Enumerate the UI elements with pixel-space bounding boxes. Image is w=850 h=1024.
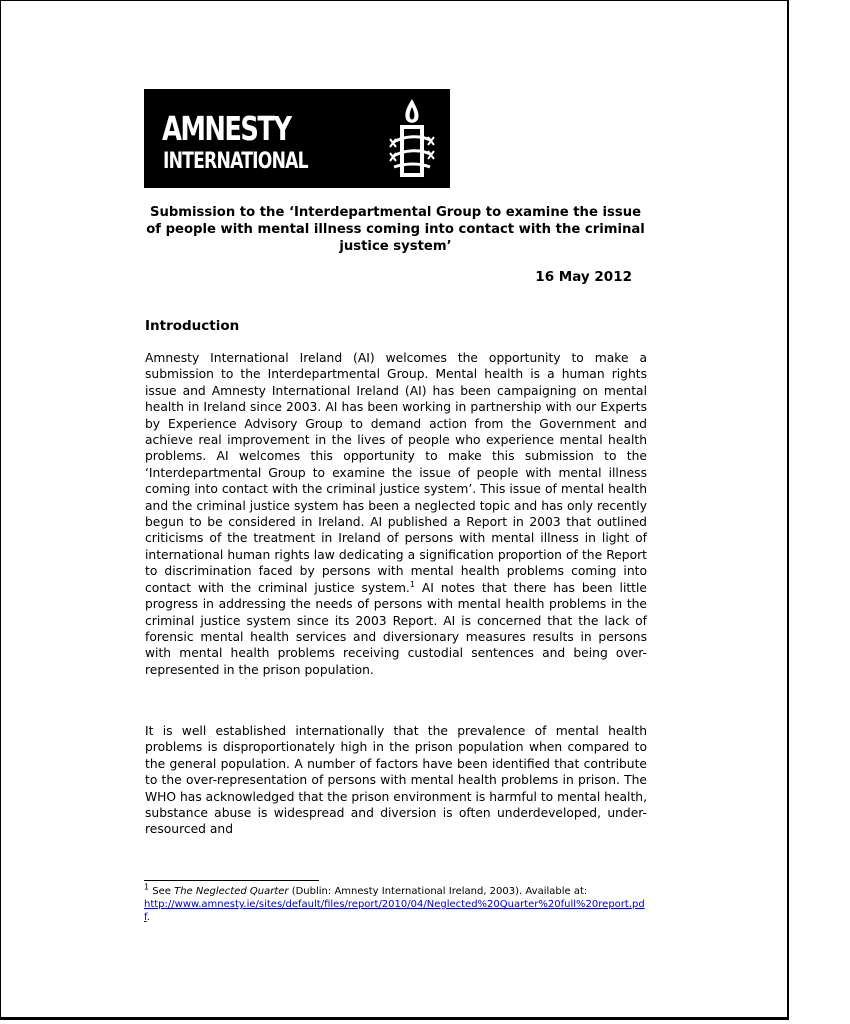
footnote-link[interactable]: http://www.amnesty.ie/sites/default/files/report/2010/04/Neglected%20Quarter%20full%20report.pdf: [144, 899, 645, 924]
footnote-end: .: [146, 912, 150, 924]
amnesty-logo: [144, 89, 450, 188]
logo-text-amnesty: AMNESTY: [162, 109, 291, 148]
footnote-reference[interactable]: 1: [409, 579, 415, 589]
document-date: 16 May 2012: [535, 269, 632, 285]
document-title: Submission to the ‘Interdepartmental Group to examine the issue of people with mental illness coming into contact with the criminal justice system’: [146, 205, 645, 254]
footnote-citation: (Dublin: Amnesty International Ireland, 2003). Available at:: [288, 886, 588, 897]
candle-barbed-wire-icon: [382, 97, 442, 181]
footnote-divider: [144, 880, 319, 881]
paragraph-1-text-continued: AI notes that there has been little progress in addressing the needs of persons with mental health problems in the criminal justice system since its 2003 Report. AI is concerned that the lack of forensic mental health services and diversionary measures results in persons with mental health problems receiving custodial sentences and being over-represented in the prison population.: [145, 580, 647, 677]
footnote: [144, 882, 649, 925]
footnote-book-title: The Neglected Quarter: [174, 886, 289, 897]
paragraph-1: [145, 350, 647, 678]
paragraph-1-text: Amnesty International Ireland (AI) welcomes the opportunity to make a submission to the Interdepartmental Group. Mental health is a human rights issue and Amnesty International Ireland (AI) has been campaigning on mental health in Ireland since 2003. AI has been working in partnership with our Experts by Experience Advisory Group to demand action from the Government and achieve real improvement in the lives of people who experience mental health problems. AI welcomes this opportunity to make this submission to the ‘Interdepartmental Group to examine the issue of people with mental illness coming into contact with the criminal justice system’. This issue of mental health and the criminal justice system has been a neglected topic and has only recently begun to be considered in Ireland. AI published a Report in 2003 that outlined criticisms of the treatment in Ireland of persons with mental illness in light of international human rights law dedicating a signification proportion of the Report to discrimination faced by persons with mental health problems coming into contact with the criminal justice system.: [145, 351, 647, 595]
logo-text-international: INTERNATIONAL: [163, 149, 308, 174]
footnote-see: See: [149, 886, 175, 897]
footnote-number: 1: [144, 882, 150, 892]
paragraph-2: It is well established internationally that the prevalence of mental health problems is disproportionately high in the prison population when compared to the general population. A number of factors have been identified that contribute to the over-representation of persons with mental health problems in prison. The WHO has acknowledged that the prison environment is harmful to mental health, substance abuse is widespread and diversion is often underdeveloped, under-resourced and: [145, 724, 647, 837]
section-heading-introduction: Introduction: [145, 318, 240, 334]
